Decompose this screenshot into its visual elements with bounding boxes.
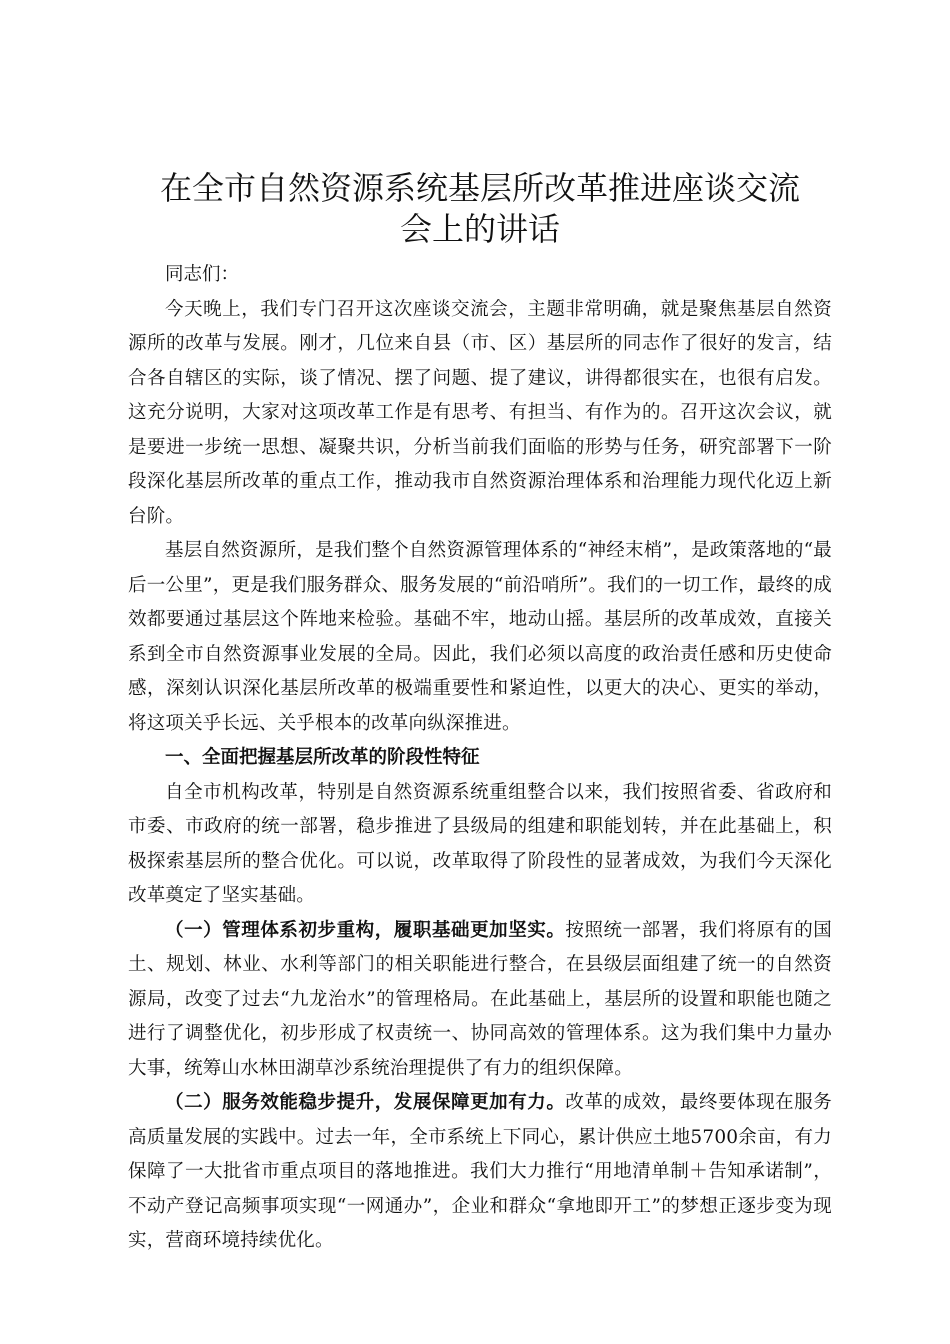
document-title bbox=[128, 168, 832, 250]
subsection-1-body: 按照统一部署，我们将原有的国土、规划、林业、水利等部门的相关职能进行整合，在县级层面组建了统一的自然资源局，改变了过去“九龙治水”的管理格局。在此基础上，基层所的设置和职能也随之进行了调整优化，初步形成了权责统一、协同高效的管理体系。这为我们集中力量办大事，统筹山水林田湖草沙系统治理提供了有力的组织保障。 bbox=[128, 919, 832, 1079]
paragraph-significance: 基层自然资源所，是我们整个自然资源管理体系的“神经末梢”，是政策落地的“最后一公里”，更是我们服务群众、服务发展的“前沿哨所”。我们的一切工作，最终的成效都要通过基层这个阵地来检验。基础不牢，地动山摇。基层所的改革成效，直接关系到全市自然资源事业发展的全局。因此，我们必须以高度的政治责任感和历史使命感，深刻认识深化基层所改革的极端重要性和紧迫性，以更大的决心、更实的举动，将这项关乎长远、关乎根本的改革向纵深推进。 bbox=[128, 540, 832, 734]
title-line-1: 在全市自然资源系统基层所改革推进座谈交流 bbox=[159, 169, 800, 207]
document-page bbox=[128, 168, 832, 1259]
paragraph-section-1-intro: 自全市机构改革，特别是自然资源系统重组整合以来，我们按照省委、省政府和市委、市政府的统一部署，稳步推进了县级局的组建和职能划转，并在此基础上，积极探索基层所的整合优化。可以说，改革取得了阶段性的显著成效，为我们今天深化改革奠定了坚实基础。 bbox=[128, 781, 832, 906]
subsection-2-lead: （二）服务效能稳步提升，发展保障更加有力。 bbox=[165, 1092, 566, 1113]
paragraph-intro: 今天晚上，我们专门召开这次座谈交流会，主题非常明确，就是聚焦基层自然资源所的改革与发展。刚才，几位来自县（市、区）基层所的同志作了很好的发言，结合各自辖区的实际，谈了情况、摆了问题、提了建议，讲得都很实在，也很有启发。这充分说明，大家对这项改革工作是有思考、有担当、有作为的。召开这次会议，就是要进一步统一思想、凝聚共识，分析当前我们面临的形势与任务，研究部署下一阶段深化基层所改革的重点工作，推动我市自然资源治理体系和治理能力现代化迈上新台阶。 bbox=[128, 298, 832, 527]
subsection-1-lead: （一）管理体系初步重构，履职基础更加坚实。 bbox=[165, 919, 566, 941]
title-line-2: 会上的讲话 bbox=[399, 210, 560, 248]
paragraph-subsection-2 bbox=[128, 1086, 832, 1259]
section-heading-1: 一、全面把握基层所改革的阶段性特征 bbox=[165, 747, 480, 768]
salutation: 同志们： bbox=[165, 264, 240, 285]
subsection-2-body: 改革的成效，最终要体现在服务高质量发展的实践中。过去一年，全市系统上下同心，累计供应土地5700余亩，有力保障了一大批省市重点项目的落地推进。我们大力推行“用地清单制＋告知承诺制”，不动产登记高频事项实现“一网通办”，企业和群众“拿地即开工”的梦想正逐步变为现实，营商环境持续优化。 bbox=[128, 1092, 832, 1251]
paragraph-subsection-1 bbox=[128, 914, 832, 1087]
